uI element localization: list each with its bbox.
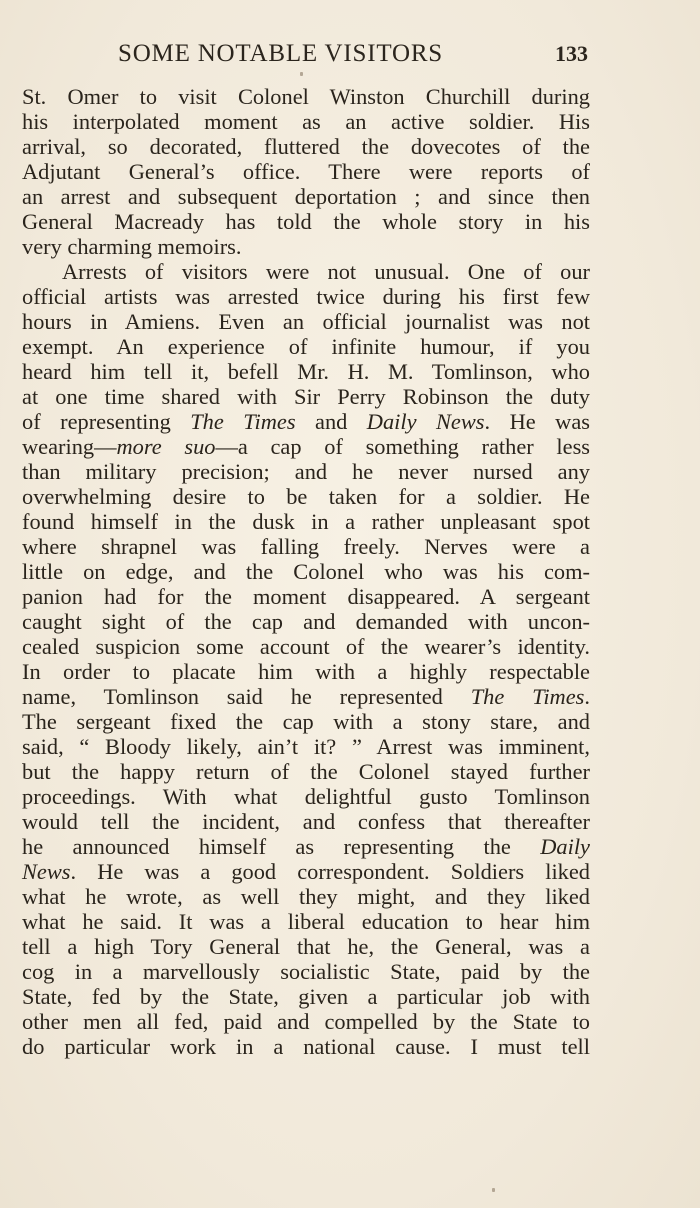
text-line: panion had for the moment disappeared. A sergeant xyxy=(22,584,590,609)
text-line: Arrests of visitors were not unusual. One of our xyxy=(62,259,590,284)
text-line: but the happy return of the Colonel stayed further xyxy=(22,759,590,784)
text-line: cog in a marvellously socialistic State, paid by the xyxy=(22,959,590,984)
text-line: hours in Amiens. Even an official journalist was not xyxy=(22,309,590,334)
text-line: wearing—more suo—a cap of something rather less xyxy=(22,434,590,459)
text-line: he announced himself as representing the Daily xyxy=(22,834,590,859)
text-line: name, Tomlinson said he represented The Times. xyxy=(22,684,590,709)
text-line: very charming memoirs. xyxy=(22,234,242,259)
text-line: caught sight of the cap and demanded with uncon- xyxy=(22,609,590,634)
text-line: where shrapnel was falling freely. Nerves were a xyxy=(22,534,590,559)
text-line: than military precision; and he never nursed any xyxy=(22,459,590,484)
running-head xyxy=(22,38,588,70)
page-number: 133 xyxy=(555,41,588,66)
text-line: official artists was arrested twice during his first few xyxy=(22,284,590,309)
text-line: do particular work in a national cause. I must tell xyxy=(22,1034,590,1059)
text-line: his interpolated moment as an active soldier. His xyxy=(22,109,590,134)
text-line: Adjutant General’s office. There were reports of xyxy=(22,159,590,184)
text-line: found himself in the dusk in a rather unpleasant spot xyxy=(22,509,590,534)
text-line: said, “ Bloody likely, ain’t it? ” Arrest was imminent, xyxy=(22,734,590,759)
paper-speck xyxy=(300,72,303,76)
text-line: exempt. An experience of infinite humour, if you xyxy=(22,334,590,359)
text-line: News. He was a good correspondent. Soldiers liked xyxy=(22,859,590,884)
text-line: arrival, so decorated, fluttered the dovecotes of the xyxy=(22,134,590,159)
text-line: of representing The Times and Daily News. He was xyxy=(22,409,590,434)
text-line: what he said. It was a liberal education to hear him xyxy=(22,909,590,934)
text-line: tell a high Tory General that he, the General, was a xyxy=(22,934,590,959)
text-line: little on edge, and the Colonel who was his com- xyxy=(22,559,590,584)
text-line: would tell the incident, and confess that thereafter xyxy=(22,809,590,834)
text-line: St. Omer to visit Colonel Winston Churchill during xyxy=(22,84,590,109)
text-line: an arrest and subsequent deportation ; and since then xyxy=(22,184,590,209)
text-line: The sergeant fixed the cap with a stony stare, and xyxy=(22,709,590,734)
text-line: State, fed by the State, given a particular job with xyxy=(22,984,590,1009)
body-text xyxy=(22,84,590,1059)
running-head-title: SOME NOTABLE VISITORS xyxy=(118,40,444,67)
text-line: proceedings. With what delightful gusto Tomlinson xyxy=(22,784,590,809)
text-line: General Macready has told the whole story in his xyxy=(22,209,590,234)
text-line: at one time shared with Sir Perry Robinson the duty xyxy=(22,384,590,409)
paper-speck xyxy=(492,1188,495,1192)
text-line: what he wrote, as well they might, and they liked xyxy=(22,884,590,909)
text-line: cealed suspicion some account of the wearer’s identity. xyxy=(22,634,590,659)
text-line: overwhelming desire to be taken for a soldier. He xyxy=(22,484,590,509)
text-line: heard him tell it, befell Mr. H. M. Tomlinson, who xyxy=(22,359,590,384)
text-line: other men all fed, paid and compelled by the State to xyxy=(22,1009,590,1034)
text-line: In order to placate him with a highly respectable xyxy=(22,659,590,684)
